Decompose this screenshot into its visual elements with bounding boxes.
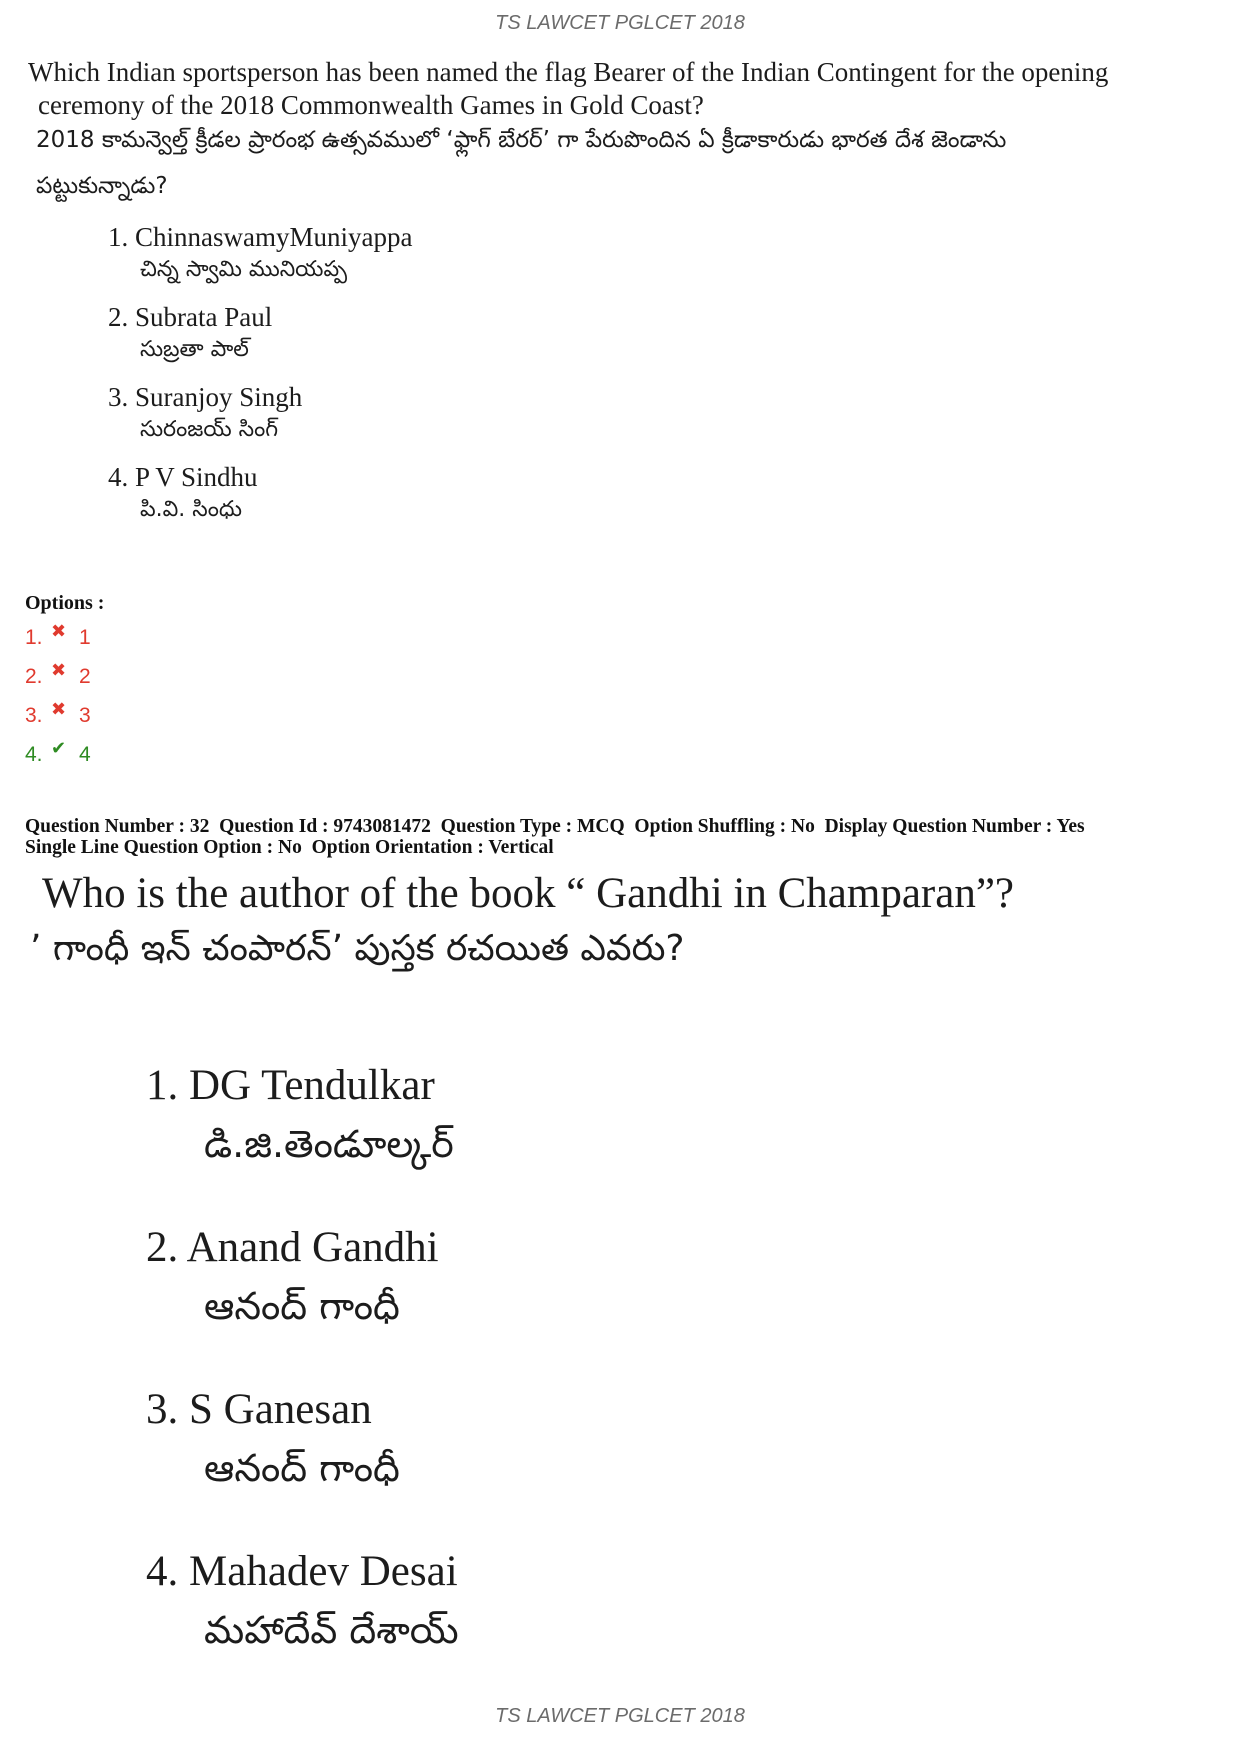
option-text-te: ఆనంద్ గాంధీ xyxy=(204,1446,400,1490)
check-icon: ✔ xyxy=(51,738,67,758)
options-label: Options : xyxy=(25,592,105,614)
mark-value: 1 xyxy=(79,625,91,649)
question-31-option-1 xyxy=(108,220,1208,286)
question-meta xyxy=(25,816,1225,858)
question-31-te-line2: పట్టుకున్నాడు? xyxy=(36,173,168,199)
option-text-en: 2. Subrata Paul xyxy=(108,302,273,332)
question-31-option-3 xyxy=(108,380,1208,446)
question-31-text-te xyxy=(28,122,1208,204)
option-text-en: 2. Anand Gandhi xyxy=(146,1224,439,1271)
mark-value: 2 xyxy=(79,664,91,688)
option-text-te: మహాదేవ్ దేశాయ్ xyxy=(204,1608,459,1652)
option-text-te: సుబ్రతా పాల్ xyxy=(140,337,249,362)
option-text-en: 3. Suranjoy Singh xyxy=(108,382,303,412)
cross-icon: ✖ xyxy=(51,621,67,641)
question-32 xyxy=(30,868,1210,1652)
option-text-en: 4. P V Sindhu xyxy=(108,462,258,492)
question-31-text-en xyxy=(28,56,1208,122)
option-text-te: సురంజయ్ సింగ్ xyxy=(140,417,279,442)
question-meta-line2: Single Line Question Option : No Option Orientation : Vertical xyxy=(25,837,554,858)
question-31-en-line2: ceremony of the 2018 Commonwealth Games in Gold Coast? xyxy=(38,90,704,120)
cross-icon: ✖ xyxy=(51,660,67,680)
question-31-option-2 xyxy=(108,300,1208,366)
question-31-te-line1: 2018 కామన్వెల్త్ క్రీడల ప్రారంభ ఉత్సవములో ‘ఫ్లాగ్ బేరర్’ గా పేరుపొందిన ఏ క్రీడాకారుడు భారత దేశ జెండాను xyxy=(36,127,1007,153)
question-32-options xyxy=(146,1058,459,1706)
option-text-te: డి.జి.తెండూల్కర్ xyxy=(204,1122,454,1166)
option-text-te: ఆనంద్ గాంధీ xyxy=(204,1284,400,1328)
answer-mark-row xyxy=(25,618,91,657)
page-footer: TS LAWCET PGLCET 2018 xyxy=(495,1705,745,1727)
answer-mark-row xyxy=(25,657,91,696)
cross-icon: ✖ xyxy=(51,699,67,719)
question-32-text-en: Who is the author of the book “ Gandhi in Champaran”? xyxy=(42,870,1014,917)
answer-marks xyxy=(25,618,91,774)
option-text-en: 1. DG Tendulkar xyxy=(146,1062,435,1109)
option-text-en: 4. Mahadev Desai xyxy=(146,1548,458,1595)
answer-mark-row xyxy=(25,696,91,735)
option-text-en: 3. S Ganesan xyxy=(146,1386,372,1433)
question-31-option-4 xyxy=(108,460,1208,526)
mark-number: 1. xyxy=(25,625,43,649)
mark-value: 3 xyxy=(79,703,91,727)
option-text-te: పి.వి. సింధు xyxy=(140,497,243,522)
page-header: TS LAWCET PGLCET 2018 xyxy=(495,12,745,34)
question-32-option-4 xyxy=(146,1544,459,1706)
mark-number: 2. xyxy=(25,664,43,688)
option-text-te: చిన్న స్వామి మునియప్ప xyxy=(140,257,348,282)
question-32-option-1 xyxy=(146,1058,459,1220)
question-31 xyxy=(28,56,1208,540)
mark-value: 4 xyxy=(79,742,91,766)
question-31-options xyxy=(28,220,1208,526)
answer-mark-row xyxy=(25,735,91,774)
mark-number: 3. xyxy=(25,703,43,727)
mark-number: 4. xyxy=(25,742,43,766)
question-meta-line1: Question Number : 32 Question Id : 9743081472 Question Type : MCQ Option Shuffling : No Display Question Number : Yes xyxy=(25,816,1085,837)
question-32-text-te: ’ గాంధీ ఇన్ చంపారన్’ పుస్తక రచయిత ఎవరు? xyxy=(30,928,685,969)
option-text-en: 1. ChinnaswamyMuniyappa xyxy=(108,222,413,252)
question-32-option-2 xyxy=(146,1220,459,1382)
question-32-option-3 xyxy=(146,1382,459,1544)
question-31-en-line1: Which Indian sportsperson has been named the flag Bearer of the Indian Contingent for the opening xyxy=(28,57,1109,87)
